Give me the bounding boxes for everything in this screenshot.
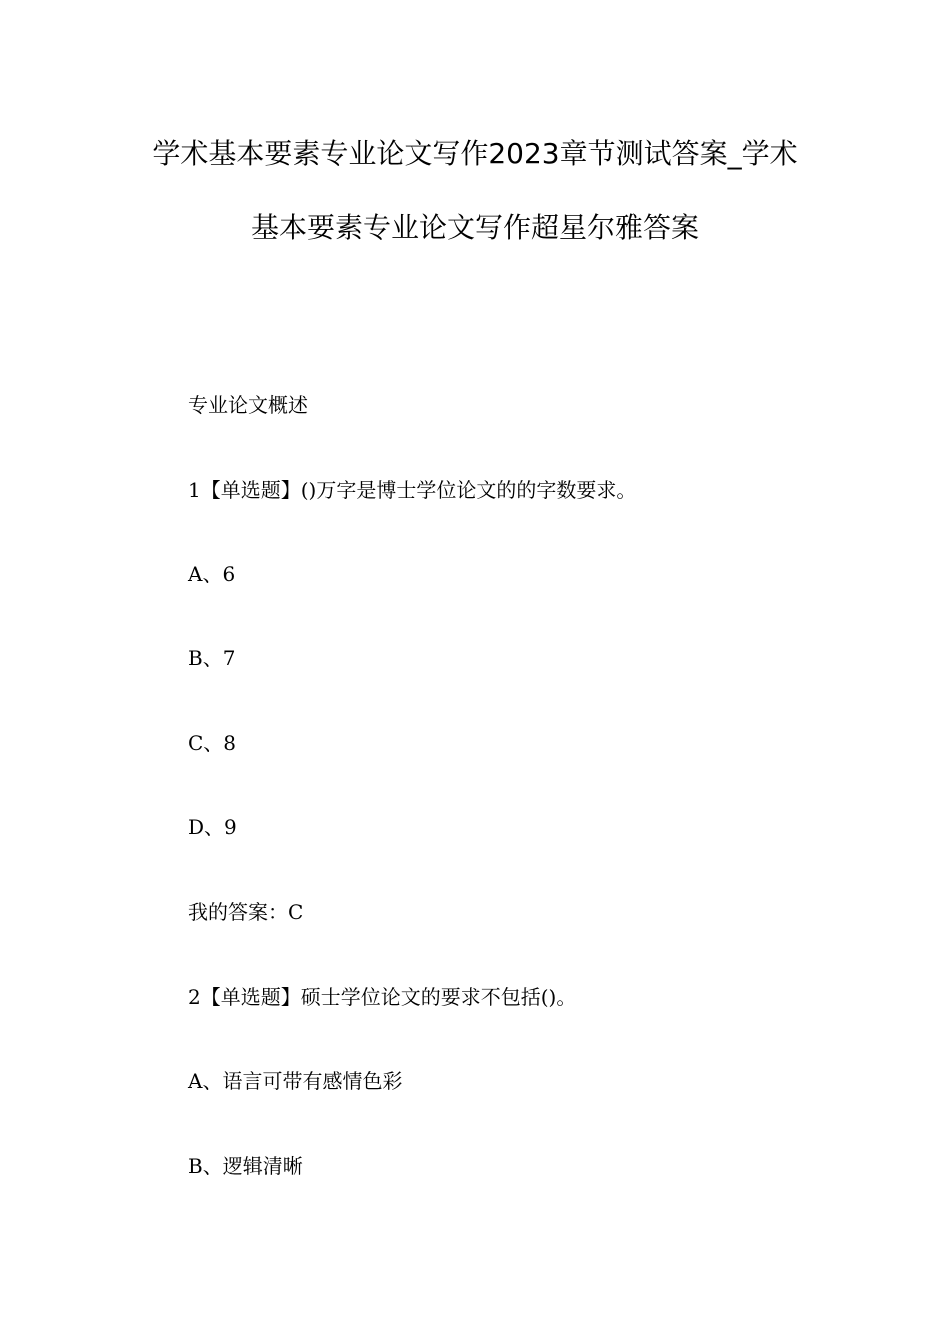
section-heading: 专业论文概述 [188, 393, 308, 417]
question-1-text: 1【单选题】()万字是博士学位论文的的字数要求。 [188, 478, 637, 502]
question-1-option-d: D、9 [188, 815, 237, 839]
document-title-line-2: 基本要素专业论文写作超星尔雅答案 [250, 211, 699, 244]
question-1-option-c: C、8 [188, 731, 237, 755]
question-1-option-a: A、6 [188, 562, 236, 586]
question-2-option-a: A、语言可带有感情色彩 [188, 1069, 403, 1093]
question-2-text: 2【单选题】硕士学位论文的要求不包括()。 [188, 985, 577, 1009]
question-1-option-b: B、7 [188, 646, 236, 670]
document-title-line-1: 学术基本要素专业论文写作2023章节测试答案_学术 [152, 137, 798, 170]
question-2-option-b: B、逻辑清晰 [188, 1154, 303, 1178]
question-1-my-answer: 我的答案：C [188, 900, 304, 924]
